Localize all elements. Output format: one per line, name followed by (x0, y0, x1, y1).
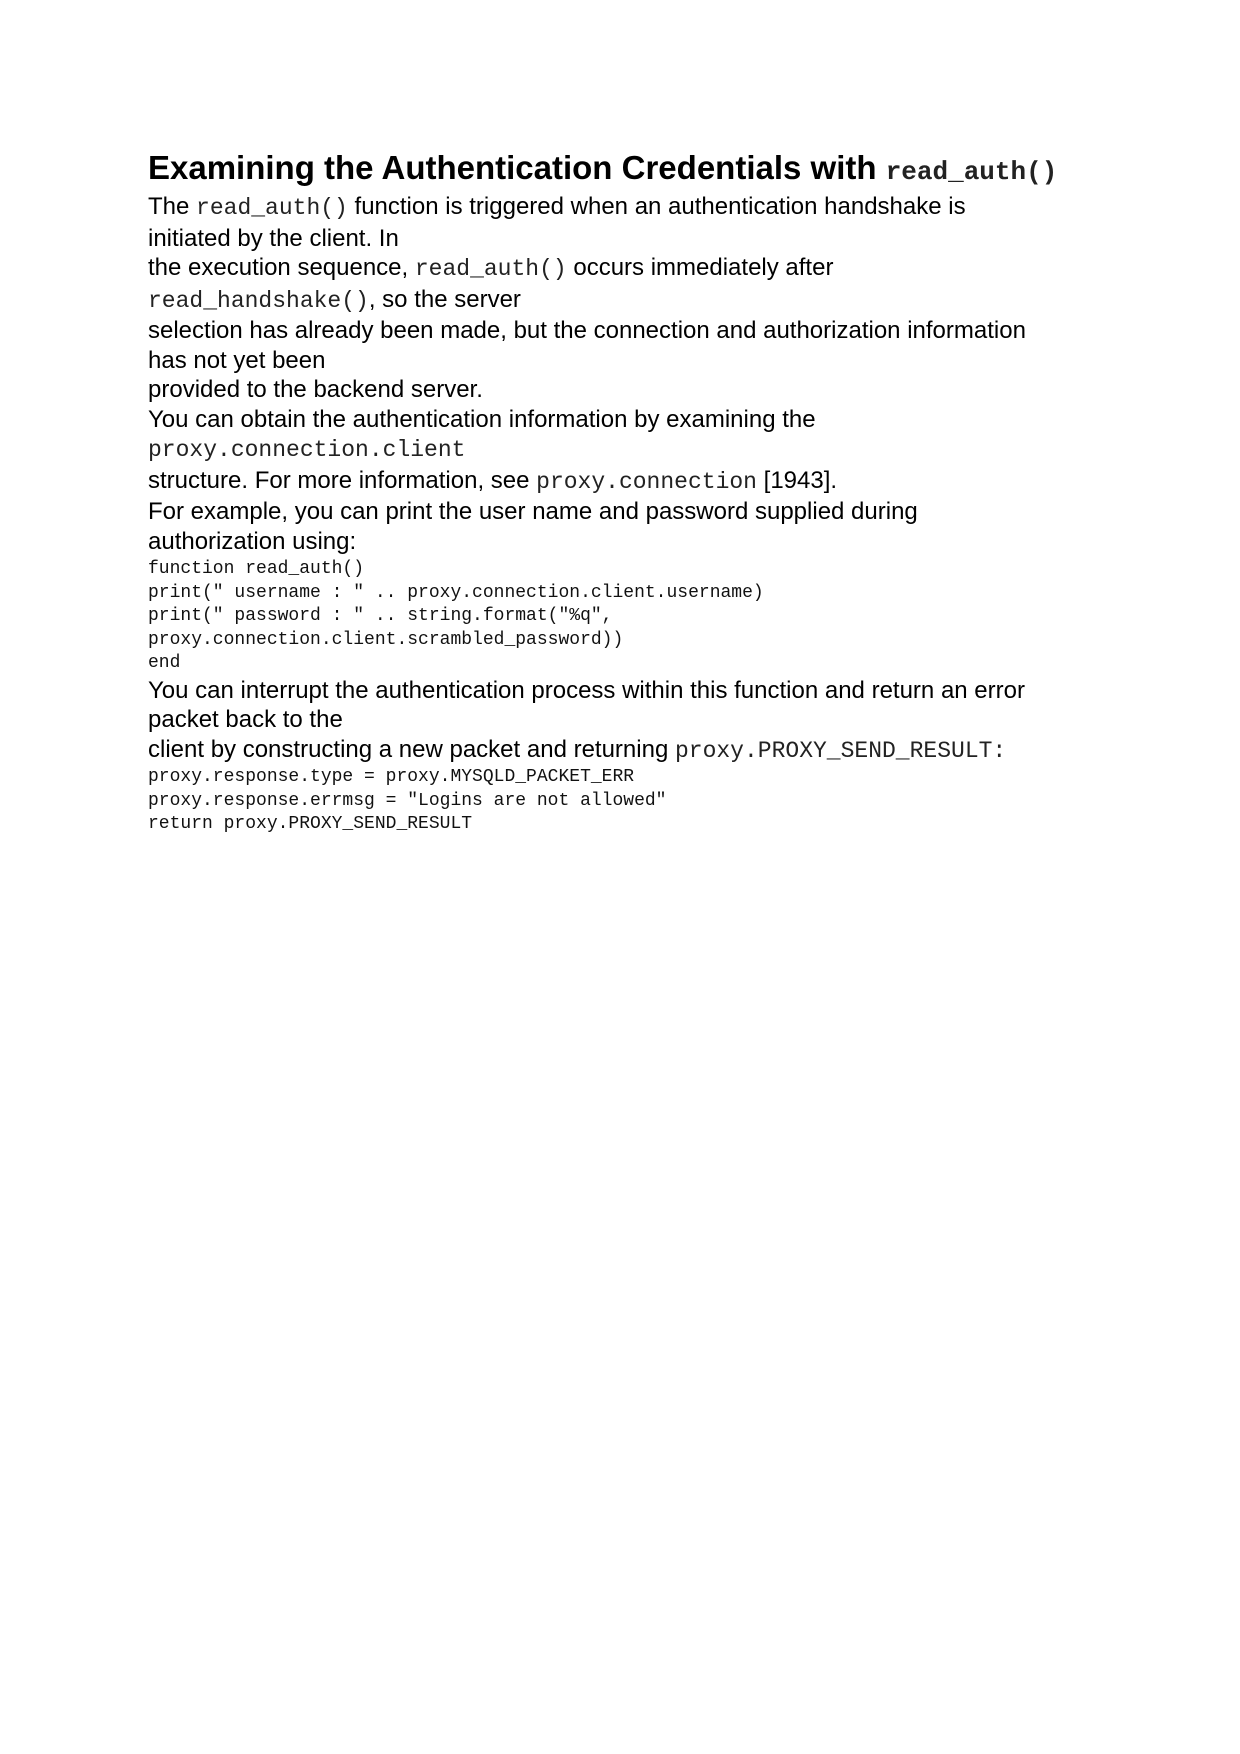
code-line: end (148, 653, 181, 673)
code-line: print(" password : " .. string.format("%q", (148, 606, 613, 626)
document-page (148, 148, 1108, 837)
text-line (148, 192, 1108, 224)
code-line: function read_auth() (148, 559, 365, 579)
text-span: function is triggered when an authentication handshake is (347, 193, 966, 220)
text-span: , so the server (368, 285, 521, 313)
text-span: the execution sequence, (148, 254, 415, 281)
text-span: structure. For more information, see (148, 466, 537, 494)
code-line: proxy.response.errmsg = "Logins are not allowed" (148, 790, 667, 811)
paragraph-read-auth-intro (148, 192, 1108, 405)
text-line (148, 735, 1108, 767)
heading-text: Examining the Authentication Credentials with (148, 149, 886, 186)
code-line: return proxy.PROXY_SEND_RESULT (148, 814, 473, 834)
text-line: You can interrupt the authentication process within this function and return an error (148, 676, 1025, 704)
text-line: initiated by the client. In (148, 224, 399, 252)
text-line: authorization using: (148, 527, 357, 555)
code-block-error-response (148, 766, 1108, 837)
text-line: has not yet been (148, 346, 326, 374)
heading-code: read_auth() (885, 157, 1058, 187)
text-line (148, 466, 1108, 498)
text-line (148, 285, 1108, 317)
text-span: occurs immediately after (566, 254, 834, 281)
text-line: selection has already been made, but the connection and authorization information (148, 317, 1026, 344)
text-line: You can obtain the authentication information by examining the (148, 405, 816, 433)
text-line: provided to the backend server. (148, 376, 483, 403)
code-line: proxy.connection.client.scrambled_password)) (148, 629, 624, 650)
paragraph-auth-info (148, 405, 1108, 498)
paragraph-interrupt (148, 676, 1108, 767)
code-line: proxy.response.type = proxy.MYSQLD_PACKET_ERR (148, 767, 635, 787)
paragraph-example (148, 497, 1108, 556)
text-line (148, 434, 1108, 466)
text-span: client by constructing a new packet and returning (148, 735, 675, 763)
inline-code: proxy.PROXY_SEND_RESULT: (674, 737, 1007, 764)
code-block-read-auth (148, 558, 1108, 676)
text-line: packet back to the (148, 706, 343, 733)
text-span: The (148, 193, 197, 220)
inline-code: read_auth() (414, 256, 567, 282)
inline-code: proxy.connection.client (148, 437, 466, 463)
inline-code: read_handshake() (148, 287, 369, 314)
section-heading (148, 148, 1108, 192)
text-line: For example, you can print the user name and password supplied during (148, 498, 918, 525)
text-line (148, 253, 1108, 285)
code-line: print(" username : " .. proxy.connection.client.username) (148, 582, 764, 603)
cross-reference-link[interactable]: proxy.connection (536, 468, 757, 495)
page-reference: [1943]. (756, 466, 838, 494)
inline-code: read_auth() (196, 195, 348, 221)
